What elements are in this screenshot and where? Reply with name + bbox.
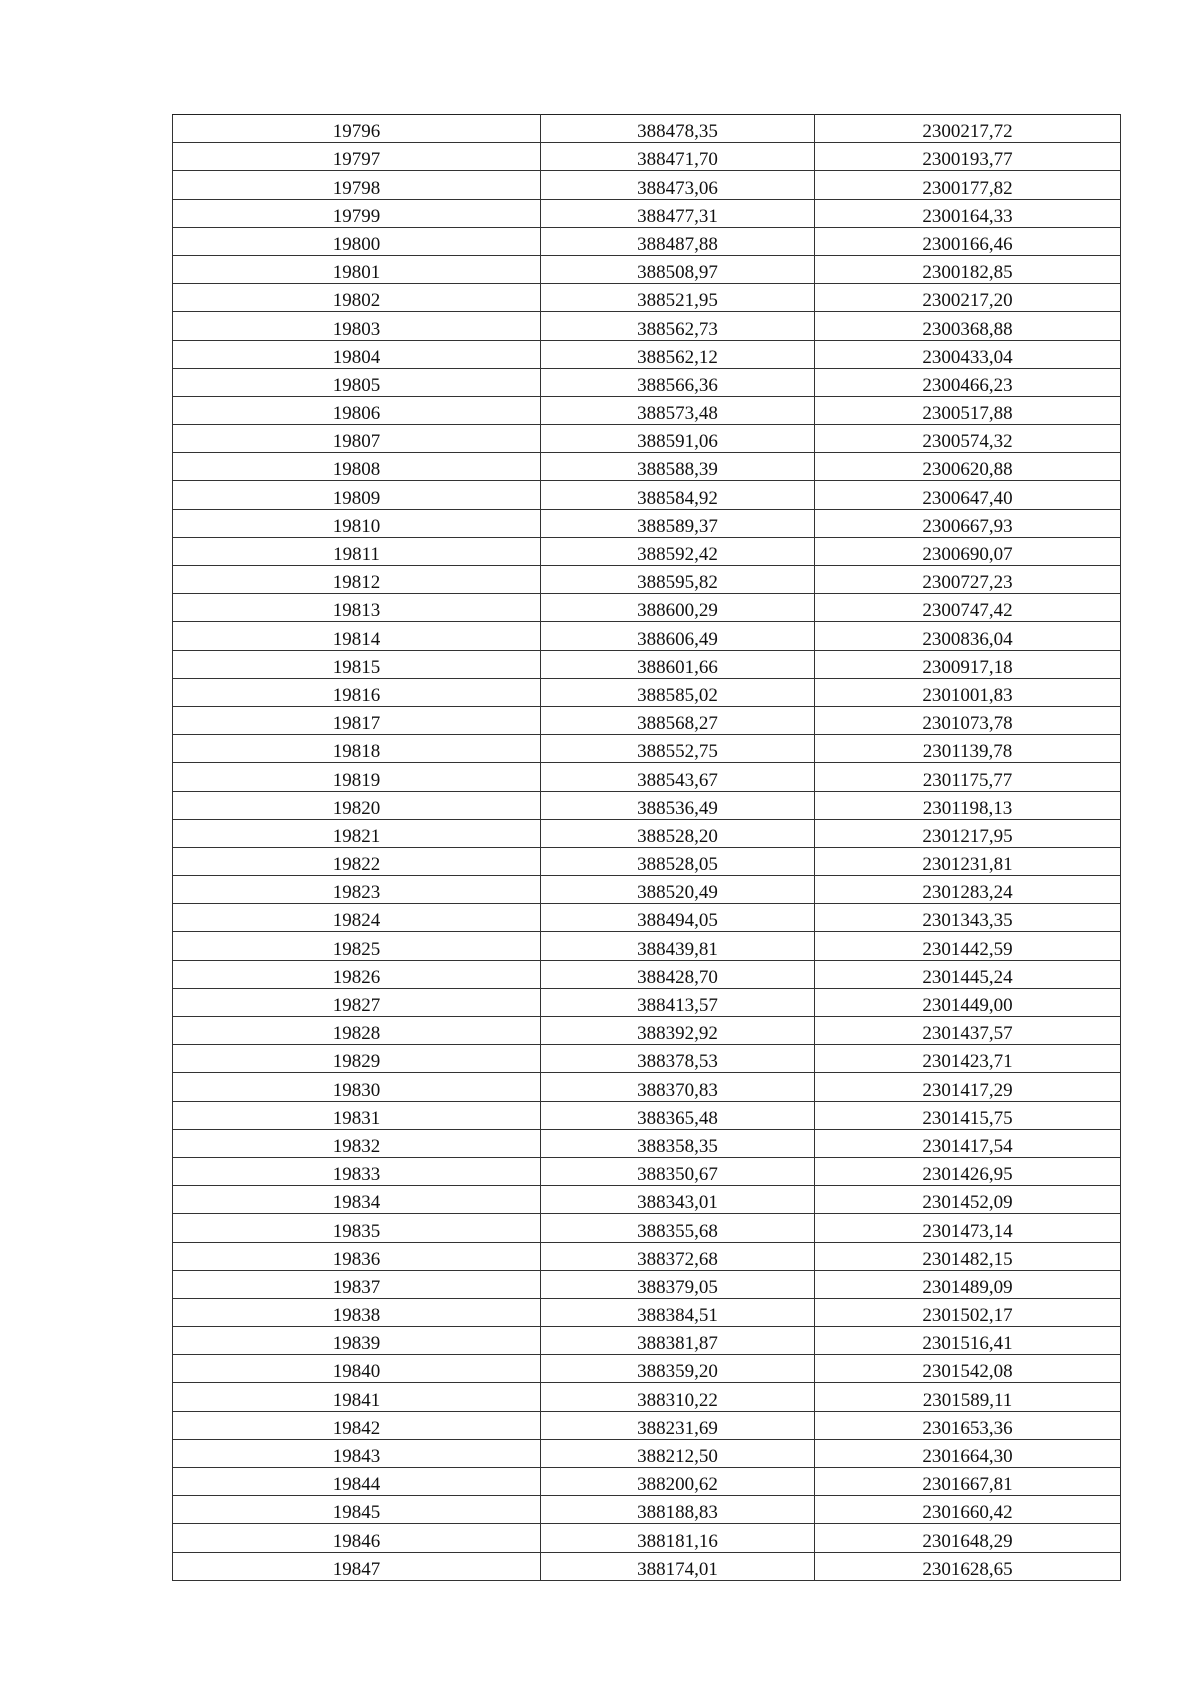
y-coordinate-cell: 2300177,82 [815, 171, 1121, 199]
x-coordinate-cell: 388413,57 [541, 988, 815, 1016]
table-row [173, 1524, 1121, 1552]
y-coordinate-cell: 2300164,33 [815, 199, 1121, 227]
y-coordinate-cell: 2301473,14 [815, 1214, 1121, 1242]
x-coordinate-cell: 388200,62 [541, 1468, 815, 1496]
point-number-cell: 19828 [173, 1017, 541, 1045]
point-number-cell: 19811 [173, 537, 541, 565]
table-row [173, 1552, 1121, 1580]
x-coordinate-cell: 388350,67 [541, 1157, 815, 1185]
table-row [173, 791, 1121, 819]
y-coordinate-cell: 2300368,88 [815, 312, 1121, 340]
point-number-cell: 19801 [173, 255, 541, 283]
x-coordinate-cell: 388359,20 [541, 1355, 815, 1383]
x-coordinate-cell: 388478,35 [541, 115, 815, 143]
y-coordinate-cell: 2301664,30 [815, 1439, 1121, 1467]
y-coordinate-cell: 2300747,42 [815, 594, 1121, 622]
y-coordinate-cell: 2300517,88 [815, 396, 1121, 424]
y-coordinate-cell: 2300836,04 [815, 622, 1121, 650]
table-row [173, 312, 1121, 340]
x-coordinate-cell: 388212,50 [541, 1439, 815, 1467]
table-row [173, 396, 1121, 424]
point-number-cell: 19825 [173, 932, 541, 960]
point-number-cell: 19840 [173, 1355, 541, 1383]
x-coordinate-cell: 388568,27 [541, 706, 815, 734]
x-coordinate-cell: 388355,68 [541, 1214, 815, 1242]
table-row [173, 819, 1121, 847]
y-coordinate-cell: 2301445,24 [815, 960, 1121, 988]
table-row [173, 1214, 1121, 1242]
x-coordinate-cell: 388378,53 [541, 1045, 815, 1073]
point-number-cell: 19844 [173, 1468, 541, 1496]
table-row [173, 1298, 1121, 1326]
point-number-cell: 19836 [173, 1242, 541, 1270]
x-coordinate-cell: 388588,39 [541, 453, 815, 481]
point-number-cell: 19834 [173, 1186, 541, 1214]
y-coordinate-cell: 2301417,29 [815, 1073, 1121, 1101]
y-coordinate-cell: 2301660,42 [815, 1496, 1121, 1524]
table-row [173, 876, 1121, 904]
point-number-cell: 19838 [173, 1298, 541, 1326]
table-row [173, 988, 1121, 1016]
point-number-cell: 19818 [173, 735, 541, 763]
point-number-cell: 19847 [173, 1552, 541, 1580]
x-coordinate-cell: 388573,48 [541, 396, 815, 424]
x-coordinate-cell: 388508,97 [541, 255, 815, 283]
x-coordinate-cell: 388231,69 [541, 1411, 815, 1439]
point-number-cell: 19799 [173, 199, 541, 227]
table-row [173, 340, 1121, 368]
y-coordinate-cell: 2301423,71 [815, 1045, 1121, 1073]
point-number-cell: 19808 [173, 453, 541, 481]
x-coordinate-cell: 388536,49 [541, 791, 815, 819]
point-number-cell: 19805 [173, 368, 541, 396]
table-row [173, 509, 1121, 537]
table-row [173, 199, 1121, 227]
point-number-cell: 19832 [173, 1129, 541, 1157]
x-coordinate-cell: 388174,01 [541, 1552, 815, 1580]
x-coordinate-cell: 388379,05 [541, 1270, 815, 1298]
y-coordinate-cell: 2301502,17 [815, 1298, 1121, 1326]
y-coordinate-cell: 2301175,77 [815, 763, 1121, 791]
point-number-cell: 19837 [173, 1270, 541, 1298]
point-number-cell: 19797 [173, 143, 541, 171]
point-number-cell: 19802 [173, 284, 541, 312]
x-coordinate-cell: 388592,42 [541, 537, 815, 565]
y-coordinate-cell: 2300917,18 [815, 650, 1121, 678]
x-coordinate-cell: 388381,87 [541, 1327, 815, 1355]
point-number-cell: 19807 [173, 425, 541, 453]
x-coordinate-cell: 388392,92 [541, 1017, 815, 1045]
point-number-cell: 19804 [173, 340, 541, 368]
x-coordinate-cell: 388528,20 [541, 819, 815, 847]
table-row [173, 255, 1121, 283]
x-coordinate-cell: 388384,51 [541, 1298, 815, 1326]
x-coordinate-cell: 388487,88 [541, 227, 815, 255]
y-coordinate-cell: 2301001,83 [815, 678, 1121, 706]
table-row [173, 706, 1121, 734]
x-coordinate-cell: 388372,68 [541, 1242, 815, 1270]
table-row [173, 537, 1121, 565]
table-row [173, 650, 1121, 678]
y-coordinate-cell: 2301542,08 [815, 1355, 1121, 1383]
y-coordinate-cell: 2301231,81 [815, 847, 1121, 875]
y-coordinate-cell: 2301653,36 [815, 1411, 1121, 1439]
point-number-cell: 19803 [173, 312, 541, 340]
coordinates-table-body [173, 115, 1121, 1581]
y-coordinate-cell: 2300727,23 [815, 566, 1121, 594]
y-coordinate-cell: 2301198,13 [815, 791, 1121, 819]
x-coordinate-cell: 388521,95 [541, 284, 815, 312]
table-row [173, 368, 1121, 396]
point-number-cell: 19822 [173, 847, 541, 875]
y-coordinate-cell: 2301417,54 [815, 1129, 1121, 1157]
table-row [173, 115, 1121, 143]
point-number-cell: 19798 [173, 171, 541, 199]
y-coordinate-cell: 2301628,65 [815, 1552, 1121, 1580]
coordinates-table [172, 114, 1121, 1581]
y-coordinate-cell: 2300667,93 [815, 509, 1121, 537]
x-coordinate-cell: 388439,81 [541, 932, 815, 960]
table-row [173, 481, 1121, 509]
table-row [173, 932, 1121, 960]
y-coordinate-cell: 2301343,35 [815, 904, 1121, 932]
point-number-cell: 19826 [173, 960, 541, 988]
table-row [173, 171, 1121, 199]
point-number-cell: 19830 [173, 1073, 541, 1101]
x-coordinate-cell: 388428,70 [541, 960, 815, 988]
point-number-cell: 19816 [173, 678, 541, 706]
y-coordinate-cell: 2301415,75 [815, 1101, 1121, 1129]
y-coordinate-cell: 2301283,24 [815, 876, 1121, 904]
point-number-cell: 19843 [173, 1439, 541, 1467]
point-number-cell: 19824 [173, 904, 541, 932]
y-coordinate-cell: 2300690,07 [815, 537, 1121, 565]
point-number-cell: 19833 [173, 1157, 541, 1185]
y-coordinate-cell: 2301449,00 [815, 988, 1121, 1016]
x-coordinate-cell: 388601,66 [541, 650, 815, 678]
point-number-cell: 19820 [173, 791, 541, 819]
point-number-cell: 19814 [173, 622, 541, 650]
y-coordinate-cell: 2301442,59 [815, 932, 1121, 960]
y-coordinate-cell: 2301139,78 [815, 735, 1121, 763]
table-row [173, 1383, 1121, 1411]
y-coordinate-cell: 2301516,41 [815, 1327, 1121, 1355]
table-row [173, 1270, 1121, 1298]
table-row [173, 1186, 1121, 1214]
table-row [173, 1355, 1121, 1383]
y-coordinate-cell: 2301648,29 [815, 1524, 1121, 1552]
y-coordinate-cell: 2300620,88 [815, 453, 1121, 481]
point-number-cell: 19815 [173, 650, 541, 678]
x-coordinate-cell: 388188,83 [541, 1496, 815, 1524]
x-coordinate-cell: 388552,75 [541, 735, 815, 763]
y-coordinate-cell: 2300182,85 [815, 255, 1121, 283]
table-row [173, 594, 1121, 622]
y-coordinate-cell: 2300193,77 [815, 143, 1121, 171]
table-row [173, 1101, 1121, 1129]
y-coordinate-cell: 2300166,46 [815, 227, 1121, 255]
x-coordinate-cell: 388181,16 [541, 1524, 815, 1552]
x-coordinate-cell: 388600,29 [541, 594, 815, 622]
point-number-cell: 19800 [173, 227, 541, 255]
table-row [173, 1496, 1121, 1524]
y-coordinate-cell: 2301589,11 [815, 1383, 1121, 1411]
x-coordinate-cell: 388477,31 [541, 199, 815, 227]
table-row [173, 566, 1121, 594]
y-coordinate-cell: 2300217,72 [815, 115, 1121, 143]
table-row [173, 1468, 1121, 1496]
table-row [173, 284, 1121, 312]
table-row [173, 735, 1121, 763]
point-number-cell: 19817 [173, 706, 541, 734]
table-row [173, 1017, 1121, 1045]
x-coordinate-cell: 388310,22 [541, 1383, 815, 1411]
point-number-cell: 19845 [173, 1496, 541, 1524]
y-coordinate-cell: 2301217,95 [815, 819, 1121, 847]
table-row [173, 453, 1121, 481]
x-coordinate-cell: 388566,36 [541, 368, 815, 396]
point-number-cell: 19839 [173, 1327, 541, 1355]
x-coordinate-cell: 388358,35 [541, 1129, 815, 1157]
table-row [173, 1242, 1121, 1270]
x-coordinate-cell: 388562,12 [541, 340, 815, 368]
point-number-cell: 19842 [173, 1411, 541, 1439]
x-coordinate-cell: 388343,01 [541, 1186, 815, 1214]
x-coordinate-cell: 388365,48 [541, 1101, 815, 1129]
point-number-cell: 19813 [173, 594, 541, 622]
table-row [173, 1129, 1121, 1157]
point-number-cell: 19819 [173, 763, 541, 791]
point-number-cell: 19827 [173, 988, 541, 1016]
point-number-cell: 19821 [173, 819, 541, 847]
table-row [173, 1411, 1121, 1439]
x-coordinate-cell: 388543,67 [541, 763, 815, 791]
y-coordinate-cell: 2300466,23 [815, 368, 1121, 396]
point-number-cell: 19823 [173, 876, 541, 904]
table-row [173, 1045, 1121, 1073]
point-number-cell: 19809 [173, 481, 541, 509]
point-number-cell: 19810 [173, 509, 541, 537]
x-coordinate-cell: 388591,06 [541, 425, 815, 453]
y-coordinate-cell: 2300433,04 [815, 340, 1121, 368]
x-coordinate-cell: 388585,02 [541, 678, 815, 706]
table-row [173, 622, 1121, 650]
table-row [173, 1073, 1121, 1101]
x-coordinate-cell: 388473,06 [541, 171, 815, 199]
point-number-cell: 19835 [173, 1214, 541, 1242]
table-row [173, 847, 1121, 875]
x-coordinate-cell: 388562,73 [541, 312, 815, 340]
table-row [173, 1439, 1121, 1467]
x-coordinate-cell: 388520,49 [541, 876, 815, 904]
x-coordinate-cell: 388606,49 [541, 622, 815, 650]
x-coordinate-cell: 388595,82 [541, 566, 815, 594]
table-row [173, 143, 1121, 171]
table-row [173, 227, 1121, 255]
y-coordinate-cell: 2301489,09 [815, 1270, 1121, 1298]
table-row [173, 1327, 1121, 1355]
point-number-cell: 19812 [173, 566, 541, 594]
y-coordinate-cell: 2300574,32 [815, 425, 1121, 453]
y-coordinate-cell: 2301426,95 [815, 1157, 1121, 1185]
y-coordinate-cell: 2300647,40 [815, 481, 1121, 509]
table-row [173, 904, 1121, 932]
y-coordinate-cell: 2301437,57 [815, 1017, 1121, 1045]
point-number-cell: 19831 [173, 1101, 541, 1129]
table-row [173, 1157, 1121, 1185]
table-row [173, 425, 1121, 453]
x-coordinate-cell: 388370,83 [541, 1073, 815, 1101]
y-coordinate-cell: 2301452,09 [815, 1186, 1121, 1214]
y-coordinate-cell: 2300217,20 [815, 284, 1121, 312]
x-coordinate-cell: 388584,92 [541, 481, 815, 509]
table-row [173, 960, 1121, 988]
x-coordinate-cell: 388494,05 [541, 904, 815, 932]
point-number-cell: 19829 [173, 1045, 541, 1073]
point-number-cell: 19796 [173, 115, 541, 143]
y-coordinate-cell: 2301482,15 [815, 1242, 1121, 1270]
table-row [173, 678, 1121, 706]
point-number-cell: 19841 [173, 1383, 541, 1411]
y-coordinate-cell: 2301073,78 [815, 706, 1121, 734]
y-coordinate-cell: 2301667,81 [815, 1468, 1121, 1496]
point-number-cell: 19846 [173, 1524, 541, 1552]
x-coordinate-cell: 388471,70 [541, 143, 815, 171]
x-coordinate-cell: 388528,05 [541, 847, 815, 875]
table-row [173, 763, 1121, 791]
x-coordinate-cell: 388589,37 [541, 509, 815, 537]
point-number-cell: 19806 [173, 396, 541, 424]
